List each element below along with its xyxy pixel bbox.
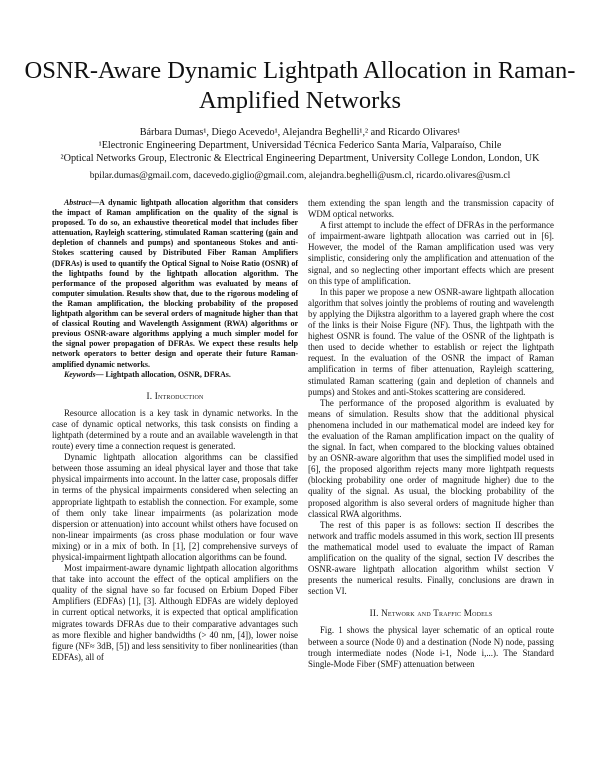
body-paragraph: Fig. 1 shows the physical layer schematic of an optical route between a source (Node 0) and a destination (Node N) node, passing trough intermediate nodes (Node i-1, Node i,...). The Standard Single-Mode Fiber (SMF) attenuation between (308, 625, 554, 669)
body-paragraph: them extending the span length and the transmission capacity of WDM optical networks. (308, 198, 554, 220)
author-block (0, 126, 600, 182)
section-heading-introduction: I. Introduction (146, 390, 204, 401)
intro-paragraph: Resource allocation is a key task in dynamic networks. In the case of dynamic optical networks, this task consists on finding a lightpath (determined by a route and an available wavelength in that route) every time a connection request is generated. (52, 407, 298, 452)
authors-line: Bárbara Dumas¹, Diego Acevedo¹, Alejandra Beghelli¹,² and Ricardo Olivares¹ (139, 127, 461, 138)
intro-paragraph: Dynamic lightpath allocation algorithms can be classified between those assuming an ideal physical layer and those that take physical impairments into account. In the latter case, proposals differ in terms of the physical impairments considered when selecting an appropriate lightpath to establish the connection. For example, some of them only take linear impairments (as polarization mode dispersion or attenuation) into account whilst others have focused on non-linear impairments (as cross phase modulation or four wave mixing) or in a mix of both. In [1], [2] comprehensive surveys of physical-impairment lightpath allocation algorithms can be found. (52, 452, 298, 562)
section-heading-network-models: II. Network and Traffic Models (369, 608, 493, 619)
body-paragraph: A first attempt to include the effect of DFRAs in the performance of impairment-aware lightpath allocation was carried out in [6]. However, the model of the Raman amplification used was very simplistic, considering only the amplification and attenuation of the signal, and so neglecting other important effects which are present on this type of amplification. (308, 220, 554, 286)
paper-title: OSNR-Aware Dynamic Lightpath Allocation in Raman-Amplified Networks (24, 57, 576, 114)
affiliation-2: ²Optical Networks Group, Electronic & Electrical Engineering Department, University College London, London, UK (60, 153, 540, 164)
left-column (52, 198, 298, 663)
affiliation-1: ¹Electronic Engineering Department, Universidad Técnica Federico Santa María, Valparaíso, Chile (98, 140, 502, 151)
abstract (52, 198, 298, 370)
author-emails: bpilar.dumas@gmail.com, dacevedo.giglio@gmail.com, alejandra.beghelli@usm.cl, ricardo.olivares@usm.cl (89, 170, 511, 181)
keywords-text: — Lightpath allocation, OSNR, DFRAs. (95, 369, 231, 379)
intro-paragraph: Most impairment-aware dynamic lightpath allocation algorithms that take into account the effect of the optical amplifiers on the quality of the signal have so far focused on Erbium Doped Fiber Amplifiers (EDFAs) [1], [3]. Although EDFAs are widely deployed in current optical networks, it is expected that optical amplification migrates towards DFRAs due to their comparative advantages such as more flexible and higher bandwidths (> 40 nm, [4]), lower noise figure (NF≈ 3dB, [5]) and less sensitivity to fiber nonlinearities (than EDFAs), all of (52, 563, 298, 662)
right-column (308, 198, 554, 670)
keywords (52, 370, 298, 380)
abstract-text: —A dynamic lightpath allocation algorithm that considers the impact of Raman amplification on the quality of the signal is proposed. To do so, an exhaustive theoretical model that includes fiber attenuation, Rayleigh scattering, stimulated Raman scattering (gain and depletion of channels and pumps) and spontaneous Stokes and anti-Stokes scattering caused by Distributed Fiber Raman Amplifiers (DFRAs) is used to quantify the Optical Signal to Noise Ratio (OSNR) of the lightpaths found by the lightpath allocation algorithm. The performance of the proposed algorithm was evaluated by means of computer simulation. Results show that, due to the rigorous modeling of the Raman amplification, the blocking probability of the proposed lightpath algorithm can be several orders of magnitude higher than that of classical Routing and Wavelength Assignment (RWA) algorithms or previous OSNR-aware algorithms applying a much simpler model for the signal power propagation of DFRAs. We expect these results help network operators to better design and operate their future Raman-amplified dynamic networks. (52, 198, 298, 369)
body-paragraph: The performance of the proposed algorithm is evaluated by means of simulation. Results show that the additional physical phenomena included in our mathematical model are indeed key for the evaluation of the Raman amplification impact on the quality of the signal. In fact, when compared to the blocking values obtained by an OSNR-aware algorithm that uses the simplified model used in [6], the proposed algorithm rejects many more lightpath requests (blocking probability one order of magnitude higher) due to the quality of the signal. As usual, the blocking probability of the proposed algorithm is also several orders of magnitude higher than classical RWA algorithms. (308, 397, 554, 519)
abstract-label: Abstract (64, 198, 92, 207)
keywords-label: Keywords (64, 369, 96, 379)
body-paragraph: The rest of this paper is as follows: section II describes the network and traffic models assumed in this work, section III presents the mathematical model used to evaluate the impact of Raman amplification on the quality of the signal, section IV describes the OSNR-aware lightpath allocation algorithm whilst section V presents the numerical results. Finally, conclusions are drawn in section VI. (308, 519, 554, 597)
body-paragraph: In this paper we propose a new OSNR-aware lightpath allocation algorithm that solves jointly the problems of routing and wavelength by applying the Dijkstra algorithm to a layered graph where the cost of the links is their Noise Figure (NF). Thus, the lightpath with the highest OSNR is found. The value of the OSNR of the lightpath is then used to decide whether to establish or reject the lightpath request. In the evaluation of the OSNR the impact of Raman amplification in terms of fiber attenuation, Rayleigh scattering, stimulated Raman scattering (gain and depletion of channels and pumps) and Stokes and anti-Stokes scattering are considered. (308, 286, 554, 397)
